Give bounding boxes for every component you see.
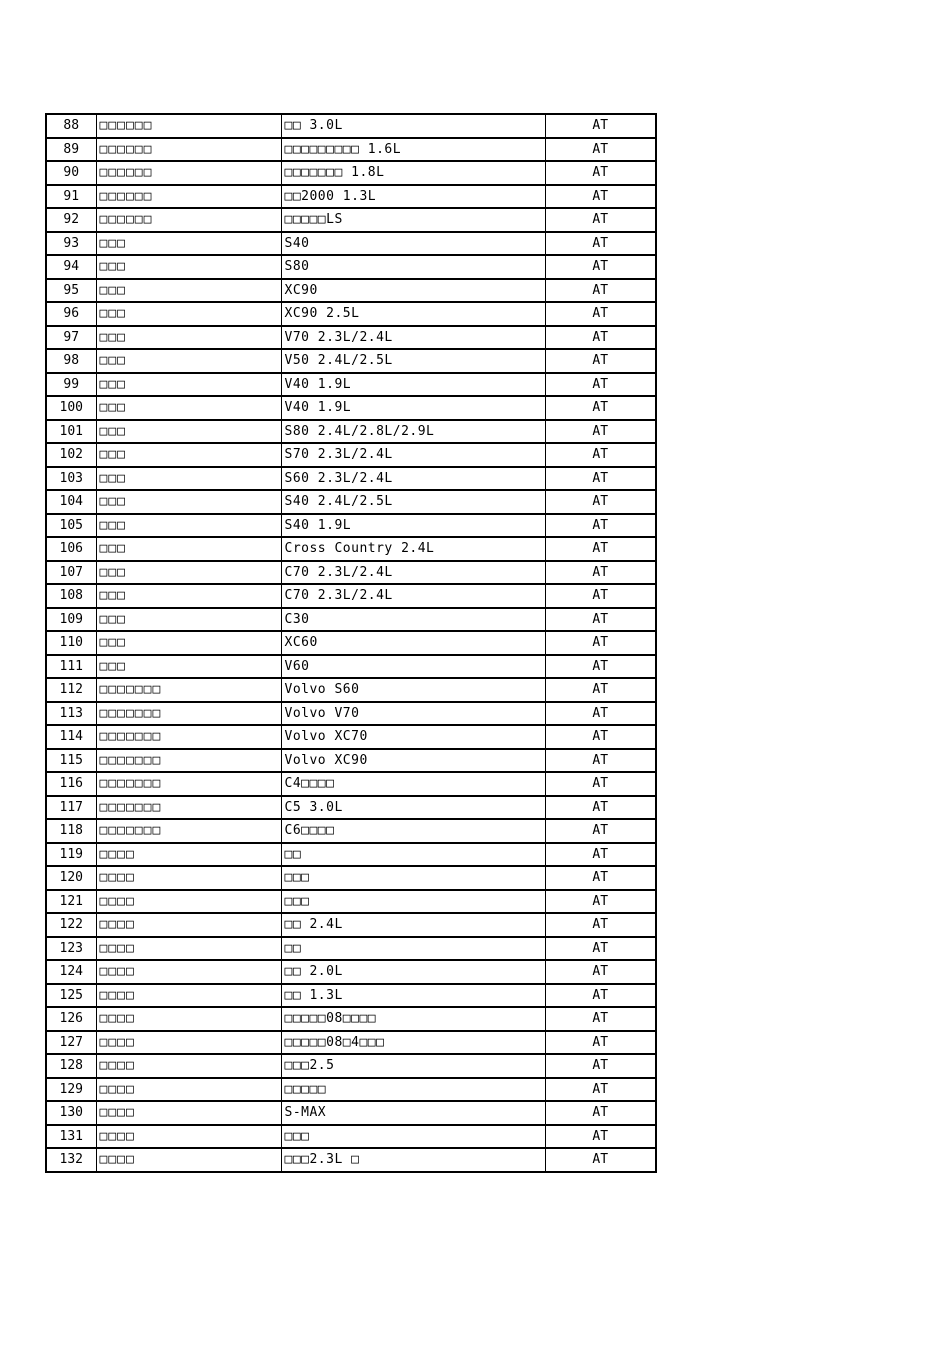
transmission-cell: AT xyxy=(545,678,656,702)
transmission-cell: AT xyxy=(545,960,656,984)
row-number-cell: 121 xyxy=(46,890,96,914)
row-number-cell: 96 xyxy=(46,302,96,326)
model-cell: □□□□□□□□□ 1.6L xyxy=(281,138,545,162)
transmission-cell: AT xyxy=(545,608,656,632)
transmission-cell: AT xyxy=(545,279,656,303)
model-cell: Cross Country 2.4L xyxy=(281,537,545,561)
transmission-cell: AT xyxy=(545,138,656,162)
table-row xyxy=(46,913,656,937)
vehicle-table xyxy=(45,113,657,1173)
row-number-cell: 112 xyxy=(46,678,96,702)
make-cell: □□□ xyxy=(96,467,281,491)
model-cell: □□ 2.4L xyxy=(281,913,545,937)
model-cell: □□ 1.3L xyxy=(281,984,545,1008)
model-cell: Volvo V70 xyxy=(281,702,545,726)
row-number-cell: 123 xyxy=(46,937,96,961)
row-number-cell: 127 xyxy=(46,1031,96,1055)
model-cell: □□ 2.0L xyxy=(281,960,545,984)
row-number-cell: 106 xyxy=(46,537,96,561)
row-number-cell: 118 xyxy=(46,819,96,843)
model-cell: □□□ xyxy=(281,1125,545,1149)
transmission-cell: AT xyxy=(545,655,656,679)
model-cell: □□□□□□□ 1.8L xyxy=(281,161,545,185)
model-cell: S40 1.9L xyxy=(281,514,545,538)
make-cell: □□□ xyxy=(96,443,281,467)
table-row xyxy=(46,443,656,467)
row-number-cell: 119 xyxy=(46,843,96,867)
make-cell: □□□□□□□ xyxy=(96,725,281,749)
model-cell: S40 2.4L/2.5L xyxy=(281,490,545,514)
row-number-cell: 94 xyxy=(46,255,96,279)
model-cell: □□□ xyxy=(281,866,545,890)
transmission-cell: AT xyxy=(545,490,656,514)
transmission-cell: AT xyxy=(545,373,656,397)
table-row xyxy=(46,561,656,585)
make-cell: □□□ xyxy=(96,279,281,303)
make-cell: □□□ xyxy=(96,255,281,279)
transmission-cell: AT xyxy=(545,514,656,538)
transmission-cell: AT xyxy=(545,1101,656,1125)
model-cell: □□□2.3L □ xyxy=(281,1148,545,1172)
row-number-cell: 113 xyxy=(46,702,96,726)
transmission-cell: AT xyxy=(545,984,656,1008)
table-row xyxy=(46,1101,656,1125)
make-cell: □□□□□□ xyxy=(96,208,281,232)
model-cell: S80 2.4L/2.8L/2.9L xyxy=(281,420,545,444)
row-number-cell: 104 xyxy=(46,490,96,514)
transmission-cell: AT xyxy=(545,937,656,961)
table-row xyxy=(46,631,656,655)
table-row xyxy=(46,373,656,397)
transmission-cell: AT xyxy=(545,890,656,914)
table-body xyxy=(46,114,656,1172)
make-cell: □□□□□□ xyxy=(96,138,281,162)
table-row xyxy=(46,960,656,984)
make-cell: □□□□□□□ xyxy=(96,702,281,726)
make-cell: □□□□ xyxy=(96,866,281,890)
model-cell: □□2000 1.3L xyxy=(281,185,545,209)
make-cell: □□□ xyxy=(96,655,281,679)
transmission-cell: AT xyxy=(545,819,656,843)
table-row xyxy=(46,655,656,679)
row-number-cell: 97 xyxy=(46,326,96,350)
table-row xyxy=(46,279,656,303)
make-cell: □□□ xyxy=(96,631,281,655)
table-row xyxy=(46,984,656,1008)
model-cell: S-MAX xyxy=(281,1101,545,1125)
row-number-cell: 116 xyxy=(46,772,96,796)
row-number-cell: 126 xyxy=(46,1007,96,1031)
make-cell: □□□□ xyxy=(96,843,281,867)
transmission-cell: AT xyxy=(545,349,656,373)
row-number-cell: 117 xyxy=(46,796,96,820)
transmission-cell: AT xyxy=(545,537,656,561)
make-cell: □□□□□□□ xyxy=(96,819,281,843)
table-row xyxy=(46,326,656,350)
table-row xyxy=(46,584,656,608)
model-cell: V60 xyxy=(281,655,545,679)
make-cell: □□□ xyxy=(96,302,281,326)
row-number-cell: 120 xyxy=(46,866,96,890)
row-number-cell: 129 xyxy=(46,1078,96,1102)
row-number-cell: 124 xyxy=(46,960,96,984)
make-cell: □□□□□□ xyxy=(96,114,281,138)
make-cell: □□□□ xyxy=(96,960,281,984)
table-row xyxy=(46,772,656,796)
row-number-cell: 98 xyxy=(46,349,96,373)
transmission-cell: AT xyxy=(545,443,656,467)
row-number-cell: 95 xyxy=(46,279,96,303)
row-number-cell: 93 xyxy=(46,232,96,256)
table-row xyxy=(46,1125,656,1149)
make-cell: □□□□ xyxy=(96,1148,281,1172)
row-number-cell: 132 xyxy=(46,1148,96,1172)
model-cell: XC90 xyxy=(281,279,545,303)
model-cell: C30 xyxy=(281,608,545,632)
table-row xyxy=(46,843,656,867)
table-row xyxy=(46,608,656,632)
table-row xyxy=(46,349,656,373)
table-row xyxy=(46,1054,656,1078)
table-row xyxy=(46,890,656,914)
table-row xyxy=(46,702,656,726)
make-cell: □□□□□□ xyxy=(96,185,281,209)
row-number-cell: 128 xyxy=(46,1054,96,1078)
make-cell: □□□□□□□ xyxy=(96,796,281,820)
row-number-cell: 105 xyxy=(46,514,96,538)
model-cell: □□□□□ xyxy=(281,1078,545,1102)
transmission-cell: AT xyxy=(545,843,656,867)
make-cell: □□□ xyxy=(96,514,281,538)
transmission-cell: AT xyxy=(545,561,656,585)
transmission-cell: AT xyxy=(545,208,656,232)
transmission-cell: AT xyxy=(545,161,656,185)
model-cell: C4□□□□ xyxy=(281,772,545,796)
transmission-cell: AT xyxy=(545,114,656,138)
row-number-cell: 111 xyxy=(46,655,96,679)
row-number-cell: 107 xyxy=(46,561,96,585)
row-number-cell: 100 xyxy=(46,396,96,420)
table-row xyxy=(46,537,656,561)
transmission-cell: AT xyxy=(545,1125,656,1149)
row-number-cell: 101 xyxy=(46,420,96,444)
make-cell: □□□□ xyxy=(96,1031,281,1055)
table-row xyxy=(46,725,656,749)
make-cell: □□□ xyxy=(96,584,281,608)
transmission-cell: AT xyxy=(545,584,656,608)
model-cell: C5 3.0L xyxy=(281,796,545,820)
row-number-cell: 103 xyxy=(46,467,96,491)
transmission-cell: AT xyxy=(545,467,656,491)
model-cell: □□ xyxy=(281,937,545,961)
make-cell: □□□□ xyxy=(96,1078,281,1102)
transmission-cell: AT xyxy=(545,1054,656,1078)
transmission-cell: AT xyxy=(545,1031,656,1055)
make-cell: □□□□□□□ xyxy=(96,772,281,796)
model-cell: Volvo XC70 xyxy=(281,725,545,749)
model-cell: S70 2.3L/2.4L xyxy=(281,443,545,467)
make-cell: □□□□ xyxy=(96,1054,281,1078)
table-row xyxy=(46,678,656,702)
model-cell: □□□ xyxy=(281,890,545,914)
make-cell: □□□ xyxy=(96,608,281,632)
make-cell: □□□ xyxy=(96,420,281,444)
row-number-cell: 90 xyxy=(46,161,96,185)
transmission-cell: AT xyxy=(545,725,656,749)
make-cell: □□□□ xyxy=(96,890,281,914)
model-cell: XC60 xyxy=(281,631,545,655)
make-cell: □□□ xyxy=(96,373,281,397)
model-cell: □□□2.5 xyxy=(281,1054,545,1078)
model-cell: S60 2.3L/2.4L xyxy=(281,467,545,491)
model-cell: □□□□□LS xyxy=(281,208,545,232)
make-cell: □□□□ xyxy=(96,1125,281,1149)
transmission-cell: AT xyxy=(545,631,656,655)
model-cell: C70 2.3L/2.4L xyxy=(281,584,545,608)
row-number-cell: 89 xyxy=(46,138,96,162)
row-number-cell: 125 xyxy=(46,984,96,1008)
model-cell: □□ xyxy=(281,843,545,867)
model-cell: V40 1.9L xyxy=(281,373,545,397)
transmission-cell: AT xyxy=(545,866,656,890)
make-cell: □□□□□□□ xyxy=(96,749,281,773)
model-cell: XC90 2.5L xyxy=(281,302,545,326)
transmission-cell: AT xyxy=(545,772,656,796)
row-number-cell: 91 xyxy=(46,185,96,209)
model-cell: S40 xyxy=(281,232,545,256)
row-number-cell: 110 xyxy=(46,631,96,655)
table-row xyxy=(46,302,656,326)
model-cell: V50 2.4L/2.5L xyxy=(281,349,545,373)
model-cell: □□□□□08□4□□□ xyxy=(281,1031,545,1055)
transmission-cell: AT xyxy=(545,420,656,444)
transmission-cell: AT xyxy=(545,1007,656,1031)
make-cell: □□□ xyxy=(96,561,281,585)
row-number-cell: 115 xyxy=(46,749,96,773)
row-number-cell: 109 xyxy=(46,608,96,632)
transmission-cell: AT xyxy=(545,913,656,937)
transmission-cell: AT xyxy=(545,232,656,256)
model-cell: S80 xyxy=(281,255,545,279)
transmission-cell: AT xyxy=(545,326,656,350)
table-row xyxy=(46,467,656,491)
row-number-cell: 99 xyxy=(46,373,96,397)
transmission-cell: AT xyxy=(545,185,656,209)
table-row xyxy=(46,232,656,256)
make-cell: □□□□ xyxy=(96,1007,281,1031)
row-number-cell: 114 xyxy=(46,725,96,749)
table-row xyxy=(46,1031,656,1055)
model-cell: V70 2.3L/2.4L xyxy=(281,326,545,350)
table-row xyxy=(46,396,656,420)
make-cell: □□□□ xyxy=(96,913,281,937)
make-cell: □□□□□□□ xyxy=(96,678,281,702)
row-number-cell: 130 xyxy=(46,1101,96,1125)
row-number-cell: 108 xyxy=(46,584,96,608)
table-row xyxy=(46,420,656,444)
make-cell: □□□ xyxy=(96,232,281,256)
table-row xyxy=(46,937,656,961)
make-cell: □□□□ xyxy=(96,937,281,961)
model-cell: □□ 3.0L xyxy=(281,114,545,138)
model-cell: V40 1.9L xyxy=(281,396,545,420)
table-row xyxy=(46,866,656,890)
transmission-cell: AT xyxy=(545,702,656,726)
make-cell: □□□ xyxy=(96,349,281,373)
make-cell: □□□□ xyxy=(96,1101,281,1125)
table-row xyxy=(46,114,656,138)
table-row xyxy=(46,138,656,162)
transmission-cell: AT xyxy=(545,796,656,820)
transmission-cell: AT xyxy=(545,396,656,420)
transmission-cell: AT xyxy=(545,1078,656,1102)
transmission-cell: AT xyxy=(545,749,656,773)
table-row xyxy=(46,185,656,209)
row-number-cell: 122 xyxy=(46,913,96,937)
make-cell: □□□□□□ xyxy=(96,161,281,185)
model-cell: C70 2.3L/2.4L xyxy=(281,561,545,585)
table-row xyxy=(46,796,656,820)
make-cell: □□□ xyxy=(96,396,281,420)
table-row xyxy=(46,1007,656,1031)
table-row xyxy=(46,514,656,538)
make-cell: □□□ xyxy=(96,326,281,350)
model-cell: □□□□□08□□□□ xyxy=(281,1007,545,1031)
table-row xyxy=(46,1078,656,1102)
table-row xyxy=(46,1148,656,1172)
model-cell: C6□□□□ xyxy=(281,819,545,843)
table-row xyxy=(46,749,656,773)
transmission-cell: AT xyxy=(545,255,656,279)
model-cell: Volvo XC90 xyxy=(281,749,545,773)
transmission-cell: AT xyxy=(545,302,656,326)
row-number-cell: 102 xyxy=(46,443,96,467)
table-row xyxy=(46,208,656,232)
make-cell: □□□ xyxy=(96,537,281,561)
table-row xyxy=(46,819,656,843)
row-number-cell: 92 xyxy=(46,208,96,232)
row-number-cell: 88 xyxy=(46,114,96,138)
model-cell: Volvo S60 xyxy=(281,678,545,702)
table-row xyxy=(46,490,656,514)
row-number-cell: 131 xyxy=(46,1125,96,1149)
table-row xyxy=(46,161,656,185)
transmission-cell: AT xyxy=(545,1148,656,1172)
make-cell: □□□ xyxy=(96,490,281,514)
table-row xyxy=(46,255,656,279)
make-cell: □□□□ xyxy=(96,984,281,1008)
